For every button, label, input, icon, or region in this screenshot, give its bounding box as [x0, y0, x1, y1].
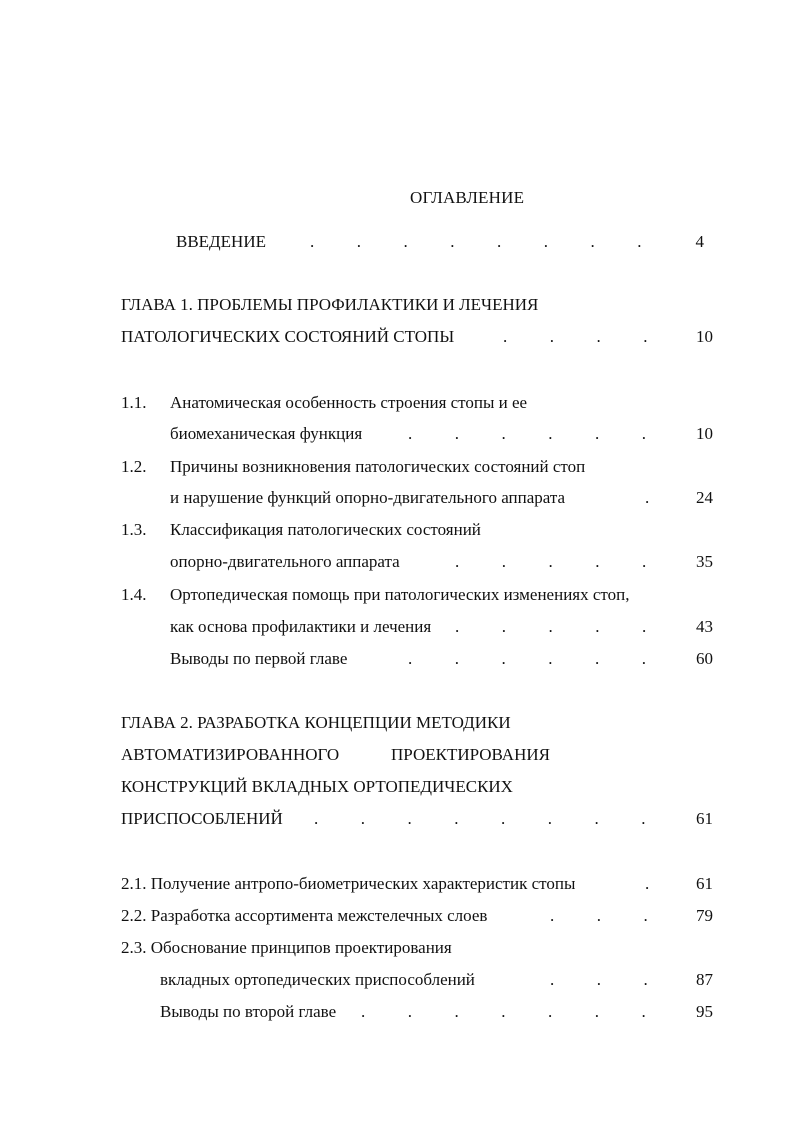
leader-dots: . . . — [550, 906, 648, 925]
leader-dots: . . . . — [503, 327, 648, 346]
leader-dots: . . . . . . — [408, 649, 646, 668]
section-page: 35 — [696, 552, 713, 571]
conclusion-page: 95 — [696, 1002, 713, 1021]
toc-intro-page: 4 — [695, 232, 704, 251]
section-title-line-2: и нарушение функций опорно-двигательного аппарата — [170, 488, 566, 507]
section-number: 1.3. — [121, 520, 147, 539]
chapter-2-title-line-1: ГЛАВА 2. РАЗРАБОТКА КОНЦЕПЦИИ МЕТОДИКИ — [121, 713, 511, 732]
section-page: 61 — [696, 874, 713, 893]
section-title-line-1: Анатомическая особенность строения стопы и ее — [170, 393, 528, 412]
leader-dots: . . . . . — [455, 552, 647, 571]
chapter-1-page: 10 — [696, 327, 713, 346]
section-page: 87 — [696, 970, 713, 989]
conclusion-page: 60 — [696, 649, 713, 668]
section-title-line-1: Ортопедическая помощь при патологических изменениях стоп, — [170, 585, 630, 604]
leader-dots: . . . — [550, 970, 648, 989]
section-title: 2.1. Получение антропо-биометрических характеристик стопы — [121, 874, 576, 893]
chapter-2-title-line-2b: ПРОЕКТИРОВАНИЯ — [391, 745, 550, 764]
leader-dots: . . . . . . . . — [314, 809, 646, 828]
leader-dots: . . . . . . — [408, 424, 646, 443]
conclusion-label: Выводы по первой главе — [170, 649, 348, 668]
section-page: 10 — [696, 424, 713, 443]
chapter-2-title-line-3: КОНСТРУКЦИЙ ВКЛАДНЫХ ОРТОПЕДИЧЕСКИХ — [121, 777, 513, 796]
leader-dots: . . . . . . . — [361, 1002, 646, 1021]
leader-dots: . . . . . — [455, 617, 647, 636]
section-title-line-2: биомеханическая функция — [170, 424, 363, 443]
chapter-2-title-line-4: ПРИСПОСОБЛЕНИЙ — [121, 809, 283, 828]
leader-dots: . — [645, 488, 650, 507]
toc-intro-label: ВВЕДЕНИЕ — [176, 232, 266, 251]
section-number: 1.4. — [121, 585, 147, 604]
section-title: 2.2. Разработка ассортимента межстелечных слоев — [121, 906, 488, 925]
section-page: 79 — [696, 906, 713, 925]
section-title-line-2: как основа профилактики и лечения — [170, 617, 432, 636]
leader-dots: . . . . . . . . — [310, 232, 642, 251]
chapter-1-title-line-1: ГЛАВА 1. ПРОБЛЕМЫ ПРОФИЛАКТИКИ И ЛЕЧЕНИЯ — [121, 295, 539, 314]
section-title-line-2: вкладных ортопедических приспособлений — [160, 970, 475, 989]
chapter-2-page: 61 — [696, 809, 713, 828]
section-title-line-1: Причины возникновения патологических состояний стоп — [170, 457, 586, 476]
section-title-line-2: опорно-двигательного аппарата — [170, 552, 400, 571]
section-number: 1.2. — [121, 457, 147, 476]
section-title-line-1: Классификация патологических состояний — [170, 520, 481, 539]
toc-title: ОГЛАВЛЕНИЕ — [410, 188, 525, 207]
section-title-line-1: 2.3. Обоснование принципов проектирования — [121, 938, 452, 957]
section-number: 1.1. — [121, 393, 147, 412]
section-page: 43 — [696, 617, 713, 636]
chapter-1-title-line-2: ПАТОЛОГИЧЕСКИХ СОСТОЯНИЙ СТОПЫ — [121, 327, 455, 346]
section-page: 24 — [696, 488, 713, 507]
conclusion-label: Выводы по второй главе — [160, 1002, 337, 1021]
leader-dots: . — [645, 874, 650, 893]
chapter-2-title-line-2a: АВТОМАТИЗИРОВАННОГО — [121, 745, 340, 764]
